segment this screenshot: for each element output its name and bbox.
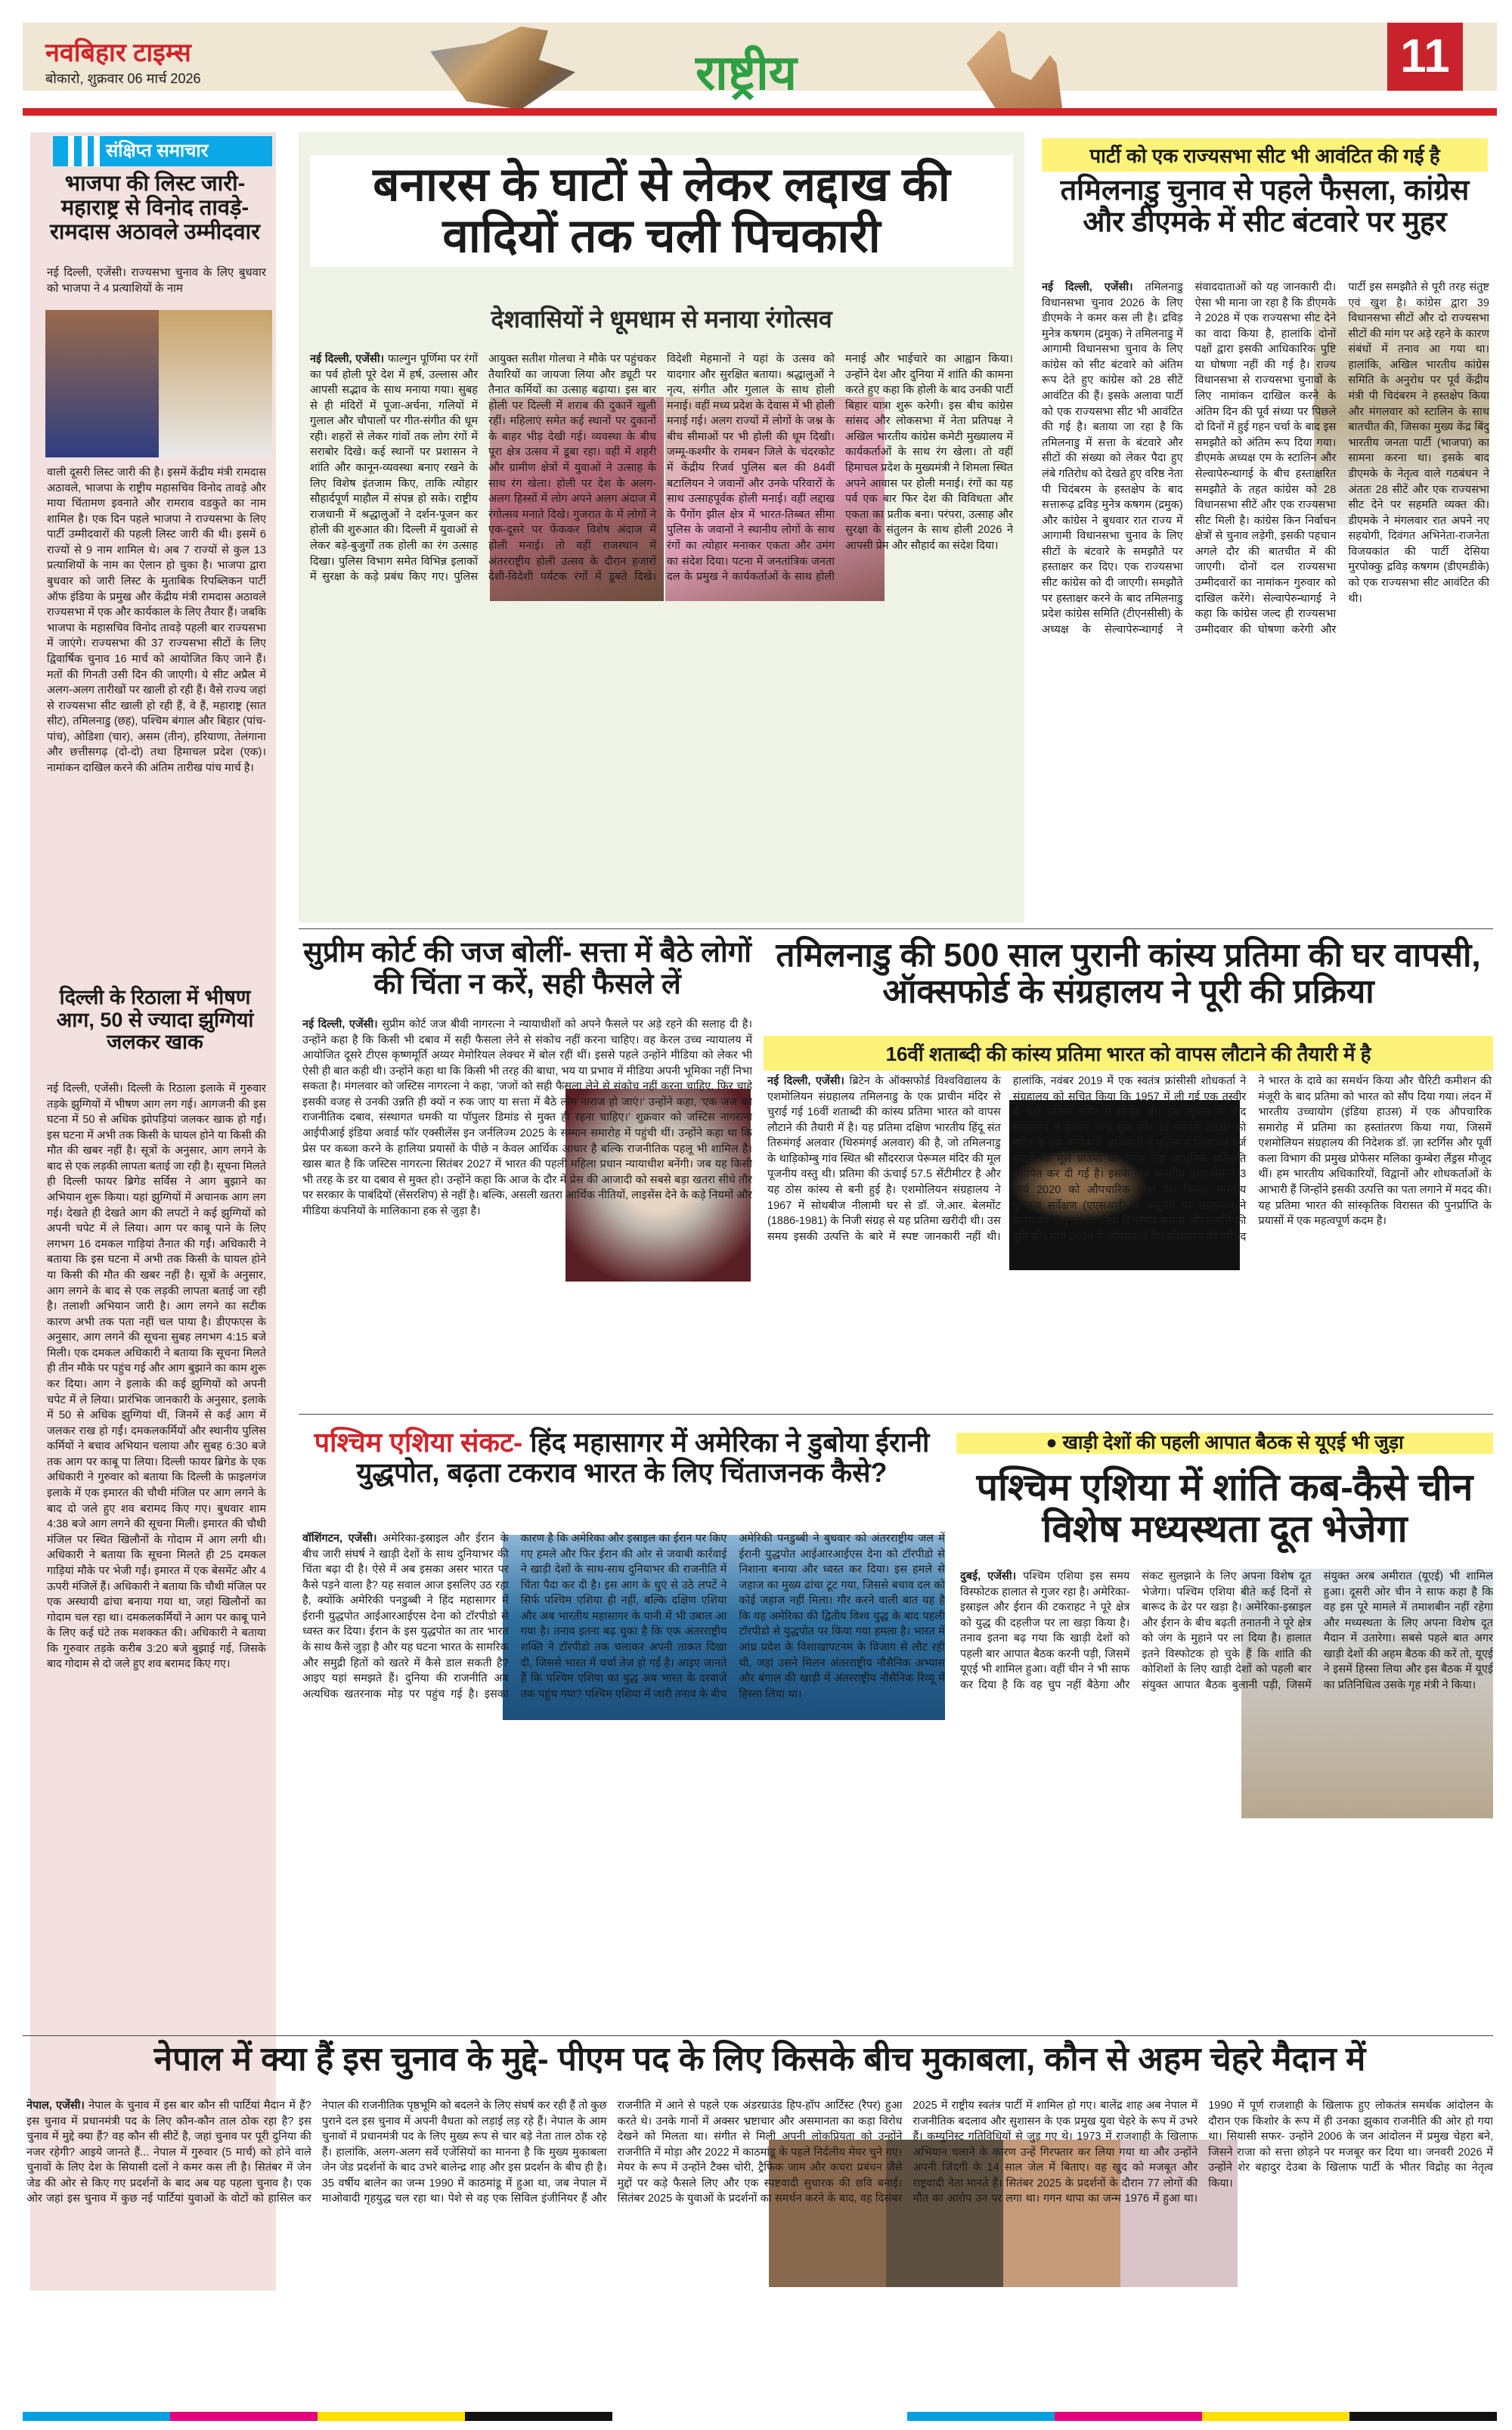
brief-headline-rithala-fire: दिल्ली के रिठाला में भीषण आग, 50 से ज्यादा झुग्गियां जलकर खाक	[56, 986, 254, 1054]
divider	[299, 1414, 1493, 1415]
color-registration-bar	[23, 2412, 1497, 2421]
newspaper-name: नवबिहार टाइम्स	[45, 39, 191, 67]
divider	[299, 928, 1493, 929]
holi-body-text: फाल्गुन पूर्णिमा पर रंगों का पर्व होली पूरे देश में हर्ष, उल्लास और आपसी सद्भाव के साथ मनाया गया। सुबह से ही मंदिरों में पूजा-अर्चना, गलियों में गुलाल और चौपालों पर गीत-संगीत की धूम रही। शहरों से लेकर गांवों तक लोग रंगों में सराबोर दिखे। कई स्थानों पर प्रशासन ने शांति और कानून-व्यवस्था बनाए रखने के लिए विशेष इंतजाम किए, ताकि त्योहार सौहार्दपूर्ण माहौल में संपन्न हो सके। राष्ट्रीय राजधानी में श्रद्धालुओं ने दर्शन-पूजन कर होली की शुरुआत की। दिल्ली में युवाओं से लेकर बड़े-बुजुर्गों तक होली का रंग उत्साह दिखा। पुलिस विभाग समेत विभिन्न इलाकों में सुरक्षा के कड़े प्रबंध किए गए। पुलिस आयुक्त सतीश गोलचा ने मौके पर पहुंचकर तैयारियों का जायजा लिया और ड्यूटी पर तैनात कर्मियों का उत्साह बढ़ाया। इस बार होली पर दिल्ली में शराब की दुकानें खुली रहीं। महिलाएं समेत कई स्थानों पर दुकानों के बाहर भीड़ देखी गई। व्यवस्था के बीच पूरा क्षेत्र उत्सव में डूबा रहा। वहीं में शहरी और ग्रामीण क्षेत्रों में युवाओं ने उत्साह के साथ रंग खेला। होली पर देश के अलग-अलग हिस्सों में लोग अपने अलग अंदाज में रंगोत्सव मनाते दिखे। गुजरात के में लोगों ने एक-दूसरे पर फेंककर विशेष अंदाज में होली मनाई। तो वहीं राजस्थान में अंतरराष्ट्रीय होली उत्सव के दौरान हजारों देशी-विदेशी पर्यटक रंगों में डूबते दिखे। विदेशी मेहमानों ने यहां के उत्सव को यादगार और सुरक्षित बताया। श्रद्धालुओं ने नृत्य, संगीत और गुलाल के साथ होली मनाई। वहीं मध्य प्रदेश के देवास में भी होली मनाई गई। अलग राज्यों में लोगों के जश्न के बीच सीमाओं पर भी होली की धूम दिखी। जम्मू-कश्मीर के रामबन जिले के चंदरकोट में केंद्रीय रिजर्व पुलिस बल की 84वीं बटालियन ने जवानों और उनके परिवारों के साथ उत्साहपूर्वक होली मनाई। वहीं लद्दाख के पैंगोंग झील क्षेत्र में भारत-तिब्बत सीमा पुलिस के जवानों ने स्थानीय लोगों के साथ रंगों का त्योहार मनाकर एकता और उमंग का संदेश दिया। पटना में जनतांत्रिक जनता दल के प्रमुख ने कार्यकर्ताओं के साथ होली मनाई और भाईचारे का आह्वान किया। उन्होंने देश और दुनिया में शांति की कामना करते हुए कहा कि होली के बाद उनकी पार्टी बिहार यात्रा शुरू करेगी। इस बीच कांग्रेस सांसद और लोकसभा में नेता प्रतिपक्ष ने अखिल भारतीय कांग्रेस कमेटी मुख्यालय में कार्यकर्ताओं के साथ रंग खेला। तो वहीं हिमाचल प्रदेश के मुख्यमंत्री ने शिमला स्थित अपने आवास पर होली मनाई। रंगों का यह पर्व एक बार फिर देश की विविधता और एकता का प्रतीक बना। परंपरा, उत्साह और सुरक्षा के संतुलन के साथ होली 2026 ने आपसी प्रेम और सौहार्द का संदेश दिया।	[310, 353, 1013, 584]
tamilnadu-body-text: तमिलनाडु विधानसभा चुनाव 2026 के लिए डीएमके ने कमर कस ली है। द्रविड़ मुनेत्र कषगम (द्रमुक) ने तमिलनाडु में आगामी विधानसभा चुनाव के लिए कांग्रेस को सीट बंटवारे को अंतिम रूप देते हुए कांग्रेस को 28 सीटें आवंटित की हैं। इसके अलावा पार्टी को एक राज्यसभा सीट भी आवंटित की गई है। बताया जा रहा है कि तमिलनाडु में सत्ता के बंटवारे और सीटों की संख्या को लेकर पैदा हुए लंबे गतिरोध को देखते हुए वरिष्ठ नेता पी चिदंबरम के हस्तक्षेप के बाद सत्तारूढ़ द्रविड़ मुनेत्र कषगम (द्रमुक) और कांग्रेस ने बुधवार रात राज्य में आगामी विधानसभा चुनाव के लिए सीटों के बंटवारे के समझौते पर हस्ताक्षर कर दिए। एक राज्यसभा सीट कांग्रेस को दी जाएगी। समझौते पर हस्ताक्षर करने के बाद तमिलनाडु प्रदेश कांग्रेस समिति (टीएनसीसी) के अध्यक्ष के सेल्वापेरुन्थागई ने संवाददाताओं को यह जानकारी दी। ऐसा भी माना जा रहा है कि डीएमके ने 2028 में एक राज्यसभा सीट देने का वादा किया है, हालांकि दोनों पक्षों द्वारा इसकी आधिकारिक पुष्टि या घोषणा नहीं की गई है। राज्य विधानसभा से राज्यसभा चुनावों के लिए नामांकन दाखिल करने के अंतिम दिन की पूर्व संध्या पर पिछले दो दिनों में हुई गहन चर्चा के बाद इस समझौते को अंतिम रूप दिया गया। डीएमके अध्यक्ष एम के स्टालिन और सेल्वापेरुन्थागई के बीच हस्ताक्षरित समझौते के तहत कांग्रेस को 28 विधानसभा सीटें और एक राज्यसभा सीट मिली है। कांग्रेस किन निर्वाचन क्षेत्रों से चुनाव लड़ेगी, इसकी पहचान अगले दौर की बातचीत में की जाएगी। दोनों दल राज्यसभा उम्मीदवारों का नामांकन गुरुवार को दाखिल करेंगे। सेल्वापेरुन्थागई ने कहा कि कांग्रेस जल्द ही राज्यसभा उम्मीदवार की घोषणा करेगी और पार्टी इस समझौते से पूरी तरह संतुष्ट एवं खुश है। कांग्रेस द्वारा 39 विधानसभा सीटों और दो राज्यसभा सीटों की मांग पर अड़े रहने के कारण संबंधों में तनाव आ गया था। हालांकि, अखिल भारतीय कांग्रेस समिति के अनुरोध पर पूर्व केंद्रीय मंत्री पी चिदंबरम ने हस्तक्षेप किया और मंगलवार को स्टालिन के साथ बातचीत की, जिसका मुख्य केंद्र बिंदु भारतीय जनता पार्टी (भाजपा) का सामना करना था। इसके बाद डीएमके के नेतृत्व वाले गठबंधन ने अंततः 28 सीटें और एक राज्यसभा सीट देने पर सहमति व्यक्त की। डीएमके ने मंगलवार रात अपने नए सहयोगी, दिवंगत अभिनेता-राजनेता विजयकांत की पार्टी देसिया मुरपोक्कु द्रविड़ कषगम (डीएमडीके) को एक राज्यसभा सीट आवंटित की थी।	[1042, 281, 1489, 636]
holi-headline: बनारस के घाटों से लेकर लद्दाख की वादियों तक चली पिचकारी	[310, 155, 1013, 267]
news-brief-label: संक्षिप्त समाचार	[53, 136, 272, 166]
brief-body-rithala-fire: नई दिल्ली, एजेंसी। दिल्ली के रिठाला इलाके में गुरुवार तड़के झुग्गियों में भीषण आग लग गई। आगजनी की इस घटना में 50 से अधिक झोपड़ियां जलकर खाक हो गईं। इस घटना में अभी तक किसी के घायल होने या किसी की मौत की खबर नहीं है। सूत्रों के अनुसार, आग लगने के बाद से एक लड़की लापता बताई जा रही है। सूचना मिलते ही दिल्ली फायर ब्रिगेड सर्विस ने आग बुझाने का अभियान शुरू किया। यहां झुग्गियों में अचानक आग लग गई। देखते ही देखते आग की लपटों ने कई झुग्गियों को अपनी चपेट में ले लिया। आग पर काबू पाने के लिए लगभग 16 दमकल गाड़ियां तैनात की गईं। अधिकारी ने बताया कि इस घटना में अभी तक किसी के घायल होने या किसी की मौत की खबर नहीं है। सूत्रों के अनुसार, आग लगने के बाद से एक लड़की लापता बताई जा रही है। तलाशी अभियान जारी है। आग लगने का सटीक कारण अभी तक पता नहीं चल पाया है। डीएफएस के अनुसार, आग लगने की सूचना सुबह लगभग 4:15 बजे मिली। एक दमकल अधिकारी ने बताया कि सूचना मिलते ही तीन मौके पर पहुंच गई और आग बुझाने का काम शुरू कर दिया। आग ने इलाके की कई झुग्गियों को अपनी चपेट में ले लिया। प्रारंभिक जानकारी के अनुसार, इलाके में 50 से अधिक झुग्गियां थीं, जिनमें से कई आग में जलकर राख हो गईं। दमकलकर्मियों और स्थानीय पुलिस कर्मियों ने बचाव अभियान चलाया और सुबह 6:30 बजे तक आग पर काबू पा लिया। दिल्ली फायर ब्रिगेड के एक अधिकारी ने गुरुवार को बताया कि दिल्ली के फ़ाइलगंज इलाके में एक इमारत की चौथी मंजिल पर आग लगने के बाद दो जले हुए शव बरामद किए गए। बुधवार शाम 4:38 बजे आग लगने की सूचना मिली। इमारत की चौथी मंजिल पर स्थित खिलौनों के गोदाम में आग लगी थी। अधिकारी ने बताया कि सूचना मिलते ही 25 दमकल गाड़ियां मौके पर भेजी गईं। इमारत में एक बेसमेंट और 4 ऊपरी मंजिलें हैं। अधिकारी ने बताया कि चौथी मंजिल पर एक अस्थायी ढांचा बनाया गया था, जहां खिलौनों का गोदाम चल रहा था। दमकलकर्मियों ने आग पर काबू पाने के लिए कई घंटे तक मशक्कत की। अधिकारी ने बताया कि गुरुवार तड़के करीब 3:20 बजे बुझाई गई, जिसके बाद गोदाम से दो जले हुए शव बरामद किए गए।	[47, 1083, 266, 1671]
gulf-kicker-text: खाड़ी देशों की पहली आपात बैठक से यूएई भी जुड़ा	[1062, 1432, 1404, 1453]
bronze-statue-dateline: नई दिल्ली, एजेंसी।	[767, 1075, 844, 1087]
bronze-statue-headline: तमिलनाडु की 500 साल पुरानी कांस्य प्रतिमा की घर वापसी, ऑक्सफोर्ड के संग्रहालय ने पूरी की प्रक्रिया	[776, 937, 1481, 1011]
gulf-body-text: पश्चिम एशिया इस समय विस्फोटक हालात से गुजर रहा है। अमेरिका-इस्राइल और ईरान की टकराहट ने पूरे क्षेत्र को युद्ध की दहलीज पर ला खड़ा किया है। तनाव इतना बढ़ गया कि खाड़ी देशों को पहली बार आपात बैठक करनी पड़ी, जिसमें यूएई भी शामिल हुआ। वहीं चीन ने भी साफ कर दिया है कि वह चुप नहीं बैठेगा और संकट सुलझाने के लिए अपना विशेष दूत भेजेगा। पश्चिम एशिया बीते कई दिनों से बारूद के ढेर पर खड़ा है। अमेरिका-इस्राइल और ईरान के बीच बढ़ती तनातनी ने पूरे क्षेत्र को जंग के मुहाने पर ला दिया है। हालात इतने विस्फोटक हो चुके हैं कि शांति की कोशिशों के लिए खाड़ी देशों को पहली बार संयुक्त आपात बैठक बुलानी पड़ी, जिसमें संयुक्त अरब अमीरात (यूएई) भी शामिल हुआ। दूसरी ओर चीन ने साफ कहा है कि वह इस पूरे मामले में तमाशबीन नहीं रहेगा और मध्यस्थता के लिए अपना विशेष दूत मैदान में उतारेगा। सबसे पहले बात अगर खाड़ी देशों की अहम बैठक की करें तो, यूएई ने इसमें हिस्सा लिया और इस बैठक में यूएई का प्रतिनिधित्व उसके गृह मंत्री ने किया।	[960, 1570, 1493, 1692]
nepal-headline: नेपाल में क्या हैं इस चुनाव के मुद्दे- पीएम पद के लिए किसके बीच मुकाबला, कौन से अहम चेहरे मैदान में	[153, 2041, 1366, 2078]
divider	[23, 2035, 1493, 2036]
photo-vinod-tawde	[159, 310, 272, 457]
nepal-body-text: नेपाल के चुनाव में इस बार कौन सी पार्टियां मैदान में हैं? इस चुनाव में प्रधानमंत्री पद के लिए कौन-कौन ताल ठोक रहा है? इस चुनाव में मुद्दे क्या हैं? वह कौन सी सीटें है, जहां चुनाव पर पूरी दुनिया की नजर रहेगी? आइये जानते हैं... नेपाल में गुरुवार (5 मार्च) को होने वाले चुनावों के लिए देश के सियासी दलों ने कमर कस ली है। सितंबर में जेन जेड की ओर से किए गए प्रदर्शनों के बाद अब यह पहला चुनाव है। एक ओर जहां इस चुनाव में कुछ नई पार्टियां युवाओं के वोटों को हासिल कर नेपाल की राजनीतिक पृष्ठभूमि को बदलने के लिए संघर्ष कर रही हैं तो कुछ पुराने दल इस चुनाव में अपनी वैधता को लड़ाई लड़ रहे हैं। नेपाल के आम चुनावों में प्रधानमंत्री पद के लिए मुख्य रूप से चार बड़े नेता ताल ठोक रहे हैं। हालांकि, अलग-अलग सर्वे एजेंसियों का मानना है कि मुख्य मुकाबला जेन जेड प्रदर्शनों के बाद उभरे बालेन्द्र शाह और इस प्रदर्शन के बीच ही है। 35 वर्षीय बालेन का जन्म 1990 में काठमांडू में हुआ था, जब नेपाल में माओवादी गृहयुद्ध चल रहा था। पेशे से वह एक सिविल इंजीनियर हैं और राजनीति में आने से पहले एक अंडरग्राउंड हिप-हॉप आर्टिस्ट (रैपर) हुआ करते थे। उनके गानों में अक्सर भ्रष्टाचार और असमानता का कड़ा विरोध देखने को मिलता था। संगीत से मिली अपनी लोकप्रियता को उन्होंने राजनीति में मोड़ा और 2022 में काठमांडू के पहले निर्दलीय मेयर चुने गए। मेयर के रूप में उन्होंने टैक्स चोरी, ट्रैफिक जाम और कचरा प्रबंधन जैसे मुद्दों पर कड़े फैसले लिए और एक स्पष्टवादी सुधारक की छवि बनाई। सितंबर 2025 के युवाओं के प्रदर्शनों का समर्थन करने के बाद, वह दिसंबर 2025 में राष्ट्रीय स्वतंत्र पार्टी में शामिल हो गए। बालेंद्र शाह अब नेपाल में राजनीतिक बदलाव और सुशासन के एक प्रमुख युवा चेहरे के रूप में उभरे हैं। कम्युनिस्ट गतिविधियों से जुड़ गए थे। 1973 में राजशाही के खिलाफ अभियान चलाने के कारण उन्हें गिरफ्तार कर लिया गया था और उन्होंने अपनी जिंदगी के 14 साल जेल में बिताए। वह खुद को मजबूत और राष्ट्रवादी नेता मानते हैं। सितंबर 2025 के प्रदर्शनों के दौरान 77 लोगों की मौत का आरोप उन पर लगा था। गगन थापा का जन्म 1976 में हुआ था। 1990 में पूर्ण राजशाही के खिलाफ हुए लोकतंत्र समर्थक आंदोलन के दौरान एक किशोर के रूप में ही उनका झुकाव राजनीति की ओर हो गया था। सियासी सफर- उन्होंने 2006 के जन आंदोलन में प्रमुख चेहरा बने, जिसने राजा को सत्ता छोड़ने पर मजबूर कर दिया था। जनवरी 2026 में उन्होंने शेर बहादुर देउबा के खिलाफ पार्टी के भीतर विद्रोह का नेतृत्व किया।	[26, 2100, 1493, 2205]
west-asia-dateline: वॉशिंगटन, एजेंसी।	[302, 1533, 377, 1545]
gulf-body	[960, 1569, 1493, 2026]
bronze-statue-subhead: 16वीं शताब्दी की कांस्य प्रतिमा भारत को वापस लौटाने की तैयारी में है	[764, 1036, 1493, 1071]
brief-headline-bjp-list: भाजपा की लिस्ट जारी- महाराष्ट्र से विनोद तावड़े- रामदास अठावले उम्मीदवार	[50, 172, 260, 244]
section-title: राष्ट्रीय	[696, 45, 797, 100]
nepal-body	[26, 2098, 1493, 2408]
gulf-dateline: दुबई, एजेंसी।	[960, 1570, 1017, 1582]
brief-body-bjp-list: वाली दूसरी लिस्ट जारी की है। इसमें केंद्रीय मंत्री रामदास अठावले, भाजपा के राष्ट्रीय महासचिव विनोद तावड़े और माया चिंतामण इवनाते और रामराव वडकुते का नाम शामिल है। एक दिन पहले भाजपा ने राज्यसभा के लिए पार्टी उम्मीदवारों की पहली लिस्ट जारी की थी। इसमें 6 राज्यों से 9 नाम शामिल थे। अब 7 राज्यों से कुल 13 प्रत्याशियों के नाम का ऐलान हो चुका है। भाजपा द्वारा बुधवार को जारी लिस्ट के मुताबिक रिपब्लिकन पार्टी ऑफ इंडिया के प्रमुख और केंद्रीय मंत्री रामदास अठावले राज्यसभा में एक और कार्यकाल के लिए तैयार हैं। जबकि भाजपा के महासचिव विनोद तावड़े पहली बार राज्यसभा में जाएंगे। राज्यसभा की 37 राज्यसभा सीटों के लिए द्विवार्षिक चुनाव 16 मार्च को आयोजित किए जाने हैं। मतों की गिनती उसी दिन की जाएगी। ये सीट अप्रैल में अलग-अलग तारीखों पर खाली हो रही हैं। वैसे राज्य जहां से राज्यसभा सीट खाली हो रही हैं, वे हैं, महाराष्ट्र (सात सीट), तमिलनाडु (छह), पश्चिम बंगाल और बिहार (पांच-पांच), ओडिशा (चार), असम (तीन), हरियाणा, तेलंगाना और छत्तीसगढ़ (दो-दो) तथा हिमाचल प्रदेश (एक)। नामांकन दाखिल करने की अंतिम तारीख पांच मार्च है।	[47, 466, 266, 774]
edition-dateline: बोकारो, शुक्रवार 06 मार्च 2026	[45, 71, 201, 86]
holi-dateline: नई दिल्ली, एजेंसी।	[310, 353, 385, 365]
west-asia-body-text: अमेरिका-इस्राइल और ईरान के बीच जारी संघर्ष ने खाड़ी देशों के साथ दुनियाभर की चिंता बढ़ा दी है। ऐसे में अब इसका असर भारत पर कैसे पड़ने वाला है? यह सवाल आज इसलिए उठ रहा है, क्योंकि अमेरिकी पनडुब्बी ने हिंद महासागर में ईरानी युद्धपोत आईआरआईएस देना को टॉरपीडो से ध्वस्त कर दिया। ईरान के इस युद्धपोत का तार भारत के साथ कैसे जुड़ा है और यह घटना भारत के सामरिक और समुद्री हितों को खतरे में कैसे डाल सकती है? आइए यहां समझते हैं। दुनिया की राजनीति अब अत्यधिक खतरनाक मोड़ पर पहुंच गई है। इसका कारण है कि अमेरिका और इस्राइल का ईरान पर किए गए हमले और फिर ईरान की ओर से जवाबी कार्रवाई ने खाड़ी देशों के साथ-साथ दुनियाभर की राजनीति में चिंता पैदा कर दी है। इस आग के धुएं से उठे लपटें ने सिर्फ पश्चिम एशिया ही नहीं, बल्कि दक्षिण एशिया और अब भारतीय महासागर के पानी में भी उबाल आ गया है। तनाव इतना बढ़ चुका है कि एक अंतरराष्ट्रीय शक्ति ने टॉरपीडो तक चलाकर अपनी ताकत दिखा दी, जिससे भारत में चर्चा तेज हो गई है। आइए जानते हैं कि पश्चिम एशिया का युद्ध अब भारत के दरवाजे तक पहुंच गया? पश्चिम एशिया में जारी तनाव के बीच अमेरिकी पनडुब्बी ने बुधवार को अंतरराष्ट्रीय जल में ईरानी युद्धपोत आईआरआईएस देना को टॉरपीडो से निशाना बनाया और ध्वस्त कर दिया। इस हमले से जहाज का मुख्य ढांचा टूट गया, जिससे बचाव दल को कोई जहाज नहीं मिला। गौर करने वाली बात यह है कि यह अमेरिका की द्वितीय विश्व युद्ध के बाद पहली टॉरपीडो से युद्धपोत पर किया गया हमला है। भारत में आंध्र प्रदेश के विशाखापटनम के विजाग से लौट रही थी, जहां उसने मिलन अंतरराष्ट्रीय नौसैनिक अभ्यास और बंगाल की खाड़ी में अंतरराष्ट्रीय नौसैनिक रिव्यू में हिस्सा लिया था।	[302, 1533, 945, 1700]
tamilnadu-dateline: नई दिल्ली, एजेंसी।	[1042, 281, 1133, 293]
west-asia-body	[302, 1531, 945, 2026]
west-asia-headline-text: हिंद महासागर में अमेरिका ने डुबोया ईरानी युद्धपोत, बढ़ता टकराव भारत के लिए चिंताजनक कैसे?	[356, 1427, 930, 1488]
gulf-headline: पश्चिम एशिया में शांति कब-कैसे चीन विशेष मध्यस्थता दूत भेजेगा	[976, 1466, 1473, 1550]
west-asia-kicker: पश्चिम एशिया संकट-	[314, 1427, 523, 1458]
tamilnadu-headline: तमिलनाडु चुनाव से पहले फैसला, कांग्रेस और डीएमके में सीट बंटवारे पर मुहर	[1060, 175, 1470, 238]
nepal-dateline: नेपाल, एजेंसी।	[26, 2100, 85, 2112]
holi-body	[310, 352, 1013, 915]
supreme-court-body-text: सुप्रीम कोर्ट जज बीवी नागरत्ना ने न्यायाधीशों को अपने फैसले पर अड़े रहने की सलाह दी है। उन्होंने कहा है कि किसी भी दबाव में सही फैसला लेने से संकोच नहीं करना चाहिए। वह केरल उच्च न्यायालय में आयोजित दूसरे टीएस कृष्णमूर्ति अय्यर मेमोरियल लेक्चर में बोल रहीं थीं। इससे पहले उन्होंने मीडिया को लेकर भी ऐसी ही बात कही थी। उन्होंने कहा था कि किसी भी तरह की बाधा, भय या प्रभाव में मीडिया अपनी भूमिका नहीं निभा सकता है। मंगलवार को जस्टिस नागरत्ना ने कहा, 'जजों को सही फैसला लेने से संकोच नहीं करना चाहिए, फिर चाहे इसकी वजह से उनकी उन्नति ही क्यों न रुक जाए या सत्ता में बैठे लोग नाराज हो जाएं।' उन्होंने कहा, 'एक जज को राजनीतिक दबाव, संस्थागत धमकी या पॉपुलर डिमांड से मुक्त ही रहना चाहिए।' शुक्रवार को जस्टिस नागरत्ना आईपीआई इंडिया अवार्ड फॉर एक्सीलेंस इन जर्नलिज्म 2025 के सम्मान समारोह में पहुंची थीं। उन्होंने कहा था कि प्रेस पर कब्जा करने के हालिया प्रयासों के पीछे न केवल आर्थिक आधार है बल्कि राजनीतिक पहलू भी शामिल है। खास बात है कि जस्टिस नागरत्ना सितंबर 2027 में भारत की पहली महिला प्रधान न्यायाधीश बनेंगी। जब यह किसी भी तरह के डर या दबाव से मुक्त हो। उन्होंने कहा कि आज के दौर में प्रेस की आजादी को सबसे बड़ा खतरा सीधे तौर पर सरकार के पाबंदियों (सेंसरशिप) से नहीं है। बल्कि, असली खतरा आर्थिक नीतियों, लाइसेंस देने के कड़े नियमों और मीडिया कंपनियों के मालिकाना हक से जुड़ा है।	[302, 1018, 752, 1217]
bronze-statue-body-text: ब्रिटेन के ऑक्सफोर्ड विश्वविद्यालय के एशमोलियन संग्रहालय तमिलनाडु के एक प्राचीन मंदिर से चुराई गई 16वीं शताब्दी की कांस्य प्रतिमा भारत को वापस लौटाने की तैयारी में है। यह प्रतिमा दक्षिण भारतीय हिंदू संत तिरुमंगई अलवार (थिरुमंगई अलवार) की है, जो तमिलनाडु के थाड़िकोम्बु गांव स्थित श्री सौंदरराज पेरूमल मंदिर की मूल पूजनीय वस्तु थी। प्रतिमा की ऊंचाई 57.5 सेंटीमीटर है और यह ठोस कांस्य से बनी हुई है। एशमोलियन संग्रहालय ने 1967 में सोथबीज नीलामी घर से डॉ. जे.आर. बेलमोंट (1886-1981) के निजी संग्रह से यह प्रतिमा खरीदी थी। उस समय इसकी उत्पत्ति के बारे में स्पष्ट जानकारी नहीं थी। हालांकि, नवंबर 2019 में एक स्वतंत्र फ्रांसीसी शोधकर्ता ने संग्रहालय को सूचित किया कि 1957 में ली गई एक तस्वीर में यही प्रतिमा मंदिर में मौजूद थी। इस सूचना के बाद संग्रहालय ने इसकी जांच शुरू की। 11 फरवरी 2020 को मंदिर के एक कार्यकारी अधिकारी ने पुलिस में शिकायत दर्ज कराई कि मूल प्रतिमा की जगह एक आधुनिक प्रतिकृति स्थापित कर दी गई है। इसके बाद भारतीय उच्चायोग ने 3 मार्च 2020 को औपचारिक दावा पेश किया। भारतीय पुरातत्व सर्वेक्षण (एएसआई) के अनुरोध पर संग्रहालय ने कांस्य की धातु का वैज्ञानिक विश्लेषण कराया और उत्पत्ति की पुष्टि की। मार्च 2024 में ऑक्सफोर्ड विश्वविद्यालय की परिषद ने भारत के दावे का समर्थन किया और चैरिटी कमीशन की मंजूरी के बाद प्रतिमा को भारत को सौंप दिया गया। लंदन में भारतीय उच्चायोग (इंडिया हाउस) में एक औपचारिक समारोह में प्रतिमा का हस्तांतरण किया गया, जिसमें एशमोलियन संग्रहालय की निदेशक डॉ. ज़ा स्टर्गिस और पूर्वी कला विभाग की प्रमुख प्रोफेसर मलिका कुम्बेरा लैंड्रस मौजूद थीं। हम भारतीय अधिकारियों, विद्वानों और शोधकर्ताओं के आभारी हैं जिन्होंने इसकी उत्पत्ति का पता लगाने में मदद की। यह प्रतिमा भारत की सांस्कृतिक विरासत की पुनर्प्राप्ति के प्रयासों में एक महत्वपूर्ण कदम है।	[767, 1075, 1492, 1243]
tamilnadu-kicker: पार्टी को एक राज्यसभा सीट भी आवंटित की गई है	[1042, 138, 1488, 172]
gulf-kicker: ● खाड़ी देशों की पहली आपात बैठक से यूएई भी जुड़ा	[956, 1433, 1493, 1454]
supreme-court-headline: सुप्रीम कोर्ट की जज बोलीं- सत्ता में बैठे लोगों की चिंता न करें, सही फैसले लें	[303, 937, 751, 1000]
photo-ramdas-athawale	[45, 310, 159, 457]
page-number: 11	[1387, 23, 1463, 91]
supreme-court-dateline: नई दिल्ली, एजेंसी।	[302, 1018, 378, 1031]
bronze-statue-body	[767, 1074, 1492, 1403]
west-asia-headline	[299, 1427, 945, 1487]
masthead-divider	[23, 108, 1497, 116]
supreme-court-body	[302, 1017, 752, 1403]
holi-subhead: देशवासियों ने धूमधाम से मनाया रंगोत्सव	[491, 305, 832, 333]
tamilnadu-body	[1042, 280, 1489, 915]
brief-intro-bjp-list: नई दिल्ली, एजेंसी। राज्यसभा चुनाव के लिए बुधवार को भाजपा ने 4 प्रत्याशियों के नाम	[47, 266, 266, 296]
